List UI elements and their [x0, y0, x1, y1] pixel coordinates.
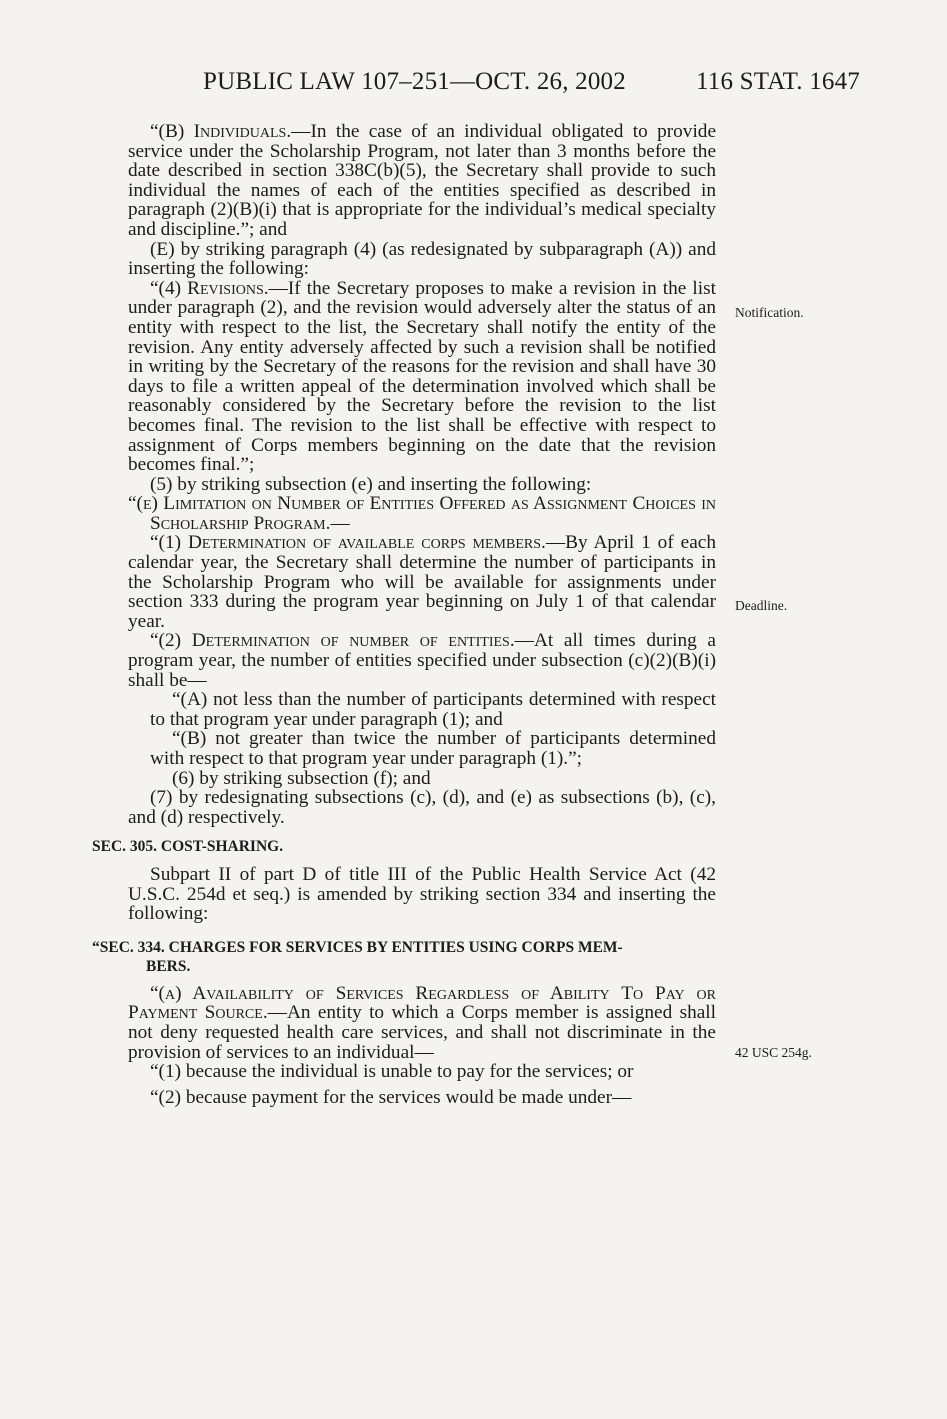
paragraph-availability: “(a) Availability of Services Regardless of Ability To Pay or Payment Source.—An entity to which a Corps member is assigned shall not deny requested health care services, and shall not discriminate in the provision of services to an individual— — [128, 982, 717, 1063]
subsection-e-heading: “(e) Limitation on Number of Entities Offered as Assignment Choices in Scholarship Program.— — [128, 493, 716, 534]
paragraph-determination-entities: “(2) Determination of number of entities.—At all times during a program year, the number of entities specified under subsection (c)(2)(B)(i) shall be— — [128, 630, 716, 691]
section-334-heading: “SEC. 334. CHARGES FOR SERVICES BY ENTITIES USING CORPS MEM- BERS. — [92, 938, 623, 975]
heading-revisions: “(4) Revisions. — [150, 277, 269, 299]
section-305-heading: SEC. 305. COST-SHARING. — [92, 838, 284, 856]
clause-1-unable-to-pay: “(1) because the individual is unable to pay for the services; or — [150, 1061, 634, 1083]
page-header-stat: 116 STAT. 1647 — [696, 68, 860, 95]
heading-determination-corps: “(1) Determination of available corps members. — [150, 532, 546, 554]
paragraph-b-not-greater: “(B) not greater than twice the number of participants determined with respect to that program year under paragraph (1).”; — [150, 728, 716, 769]
margin-note-deadline: Deadline. — [735, 598, 788, 613]
paragraph-subpart: Subpart II of part D of title III of the Public Health Service Act (42 U.S.C. 254d et seq.) is amended by striking section 334 and inserting the following: — [128, 863, 716, 925]
paragraph-e-striking: (E) by striking paragraph (4) (as redesignated by subparagraph (A)) and inserting the following: — [128, 238, 716, 280]
paragraph-revisions: “(4) Revisions.—If the Secretary proposes to make a revision in the list under paragraph (2), and the revision would adversely alter the status of an entity with respect to the list, the Secretary shall notify the entity of the revision. Any entity adversely affected by such a revision shall be notified in writing by the Secretary of the reasons for the revision and shall have 30 days to file a written appeal of the determination involved which shall be reasonably considered by the Secretary before the revision to the list becomes final. The revision to the list shall be effective with respect to assignment of Corps members beginning on the date that the revision becomes final.”; — [128, 277, 717, 476]
clause-2-payment: “(2) because payment for the services would be made under— — [150, 1086, 632, 1108]
margin-note-notification: Notification. — [735, 305, 804, 320]
paragraph-7-redesignating: (7) by redesignating subsections (c), (d), and (e) as subsections (b), (c), and (d) respectively. — [128, 787, 716, 828]
heading-availability: “(a) Availability of Services Regardless of Ability To Pay or Payment Source. — [128, 982, 716, 1024]
heading-determination-entities: “(2) Determination of number of entities. — [150, 630, 515, 652]
paragraph-b-individuals: “(B) Individuals.—In the case of an individual obligated to provide service under the Scholarship Program, not later than 3 months before the date described in section 338C(b)(5), the Secretary shall provide to such individual the names of each of the entities specified as described in paragraph (2)(B)(i) that is appropriate for the individual’s medical specialty and discipline.”; and — [128, 121, 717, 240]
margin-note-usc: 42 USC 254g. — [735, 1045, 812, 1060]
paragraph-6-striking: (6) by striking subsection (f); and — [172, 767, 431, 789]
paragraph-5-striking: (5) by striking subsection (e) and inserting the following: — [150, 473, 592, 495]
heading-individuals: “(B) Individuals. — [150, 121, 292, 142]
paragraph-determination-corps: “(1) Determination of available corps members.—By April 1 of each calendar year, the Secretary shall determine the number of participants in the Scholarship Program who will be available for assignments under section 333 during the program year beginning on July 1 of that calendar year. — [128, 532, 716, 632]
document-body — [92, 121, 717, 1108]
paragraph-a-not-less: “(A) not less than the number of participants determined with respect to that program year under paragraph (1); and — [150, 689, 716, 730]
page-header-title: PUBLIC LAW 107–251—OCT. 26, 2002 — [203, 68, 626, 95]
